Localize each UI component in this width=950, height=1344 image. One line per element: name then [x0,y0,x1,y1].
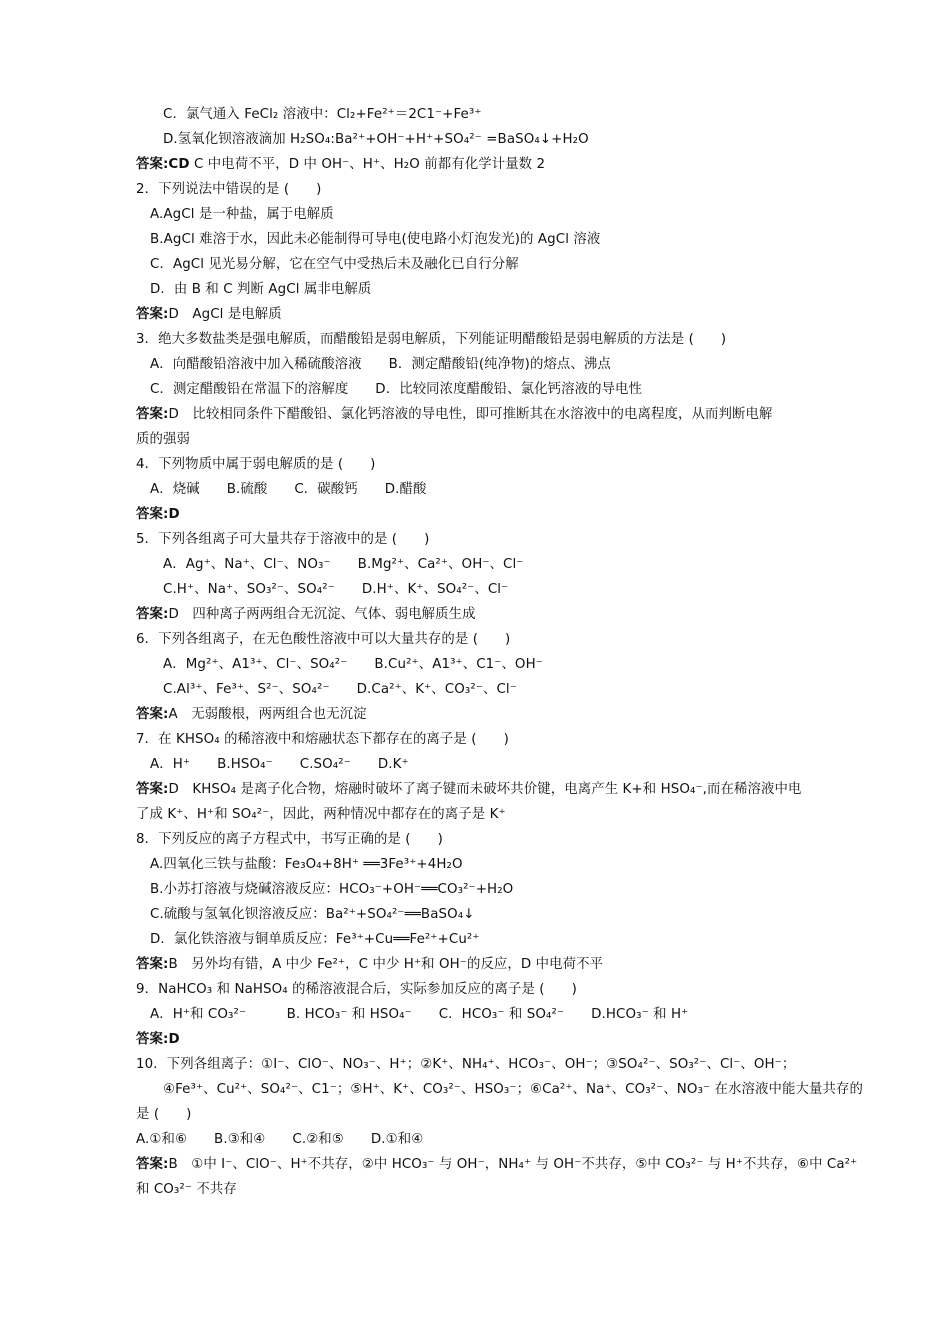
answer-text: A 无弱酸根，两两组合也无沉淀 [168,707,367,722]
q4-options: A．烧碱 B.硫酸 C．碳酸钙 D.醋酸 [150,482,427,497]
q9-answer [136,1030,180,1050]
answer-label: 答案:CD [136,157,190,172]
answer-text: D AgCl 是电解质 [168,307,282,322]
answer-label: 答案: [136,407,169,422]
q2-option-b: B.AgCl 难溶于水，因此未必能制得可导电(使电路小灯泡发光)的 AgCl 溶液 [150,232,601,247]
answer-text: D KHSO₄ 是离子化合物，熔融时破坏了离子键而未破坏共价键，电离产生 K+和 HSO₄⁻,而在稀溶液中电 [168,782,802,797]
answer-label: 答案: [136,782,169,797]
answer-label: 答案: [136,1032,169,1047]
answer-text: C 中电荷不平，D 中 OH⁻、H⁺、H₂O 前都有化学计量数 2 [193,157,546,172]
q5-options-cd: C.H⁺、Na⁺、SO₃²⁻、SO₄²⁻ D.H⁺、K⁺、SO₄²⁻、Cl⁻ [163,582,509,597]
answer-text: D 四种离子两两组合无沉淀、气体、弱电解质生成 [168,607,476,622]
q9-options: A．H⁺和 CO₃²⁻ B. HCO₃⁻ 和 HSO₄⁻ C．HCO₃⁻ 和 SO₄²⁻ D.HCO₃⁻ 和 H⁺ [150,1007,689,1022]
q3-stem: 3．绝大多数盐类是强电解质，而醋酸铅是弱电解质，下列能证明醋酸铅是弱电解质的方法是 ( ) [136,332,727,347]
q5-options-ab: A．Ag⁺、Na⁺、Cl⁻、NO₃⁻ B.Mg²⁺、Ca²⁺、OH⁻、Cl⁻ [163,557,524,572]
q8-option-d: D．氯化铁溶液与铜单质反应：Fe³⁺+Cu══Fe²⁺+Cu²⁺ [150,932,480,947]
q2-option-c: C．AgCl 见光易分解，它在空气中受热后未及融化已自行分解 [150,257,519,272]
q6-options-cd: C.Al³⁺、Fe³⁺、S²⁻、SO₄²⁻ D.Ca²⁺、K⁺、CO₃²⁻、Cl⁻ [163,682,517,697]
q10-answer [136,1155,857,1175]
q6-stem: 6．下列各组离子，在无色酸性溶液中可以大量共存的是 ( ) [136,632,511,647]
q10-answer-cont: 和 CO₃²⁻ 不共存 [136,1182,237,1197]
answer-label: 答案: [136,1157,169,1172]
answer-text: D [168,1032,180,1047]
answer-text: D 比较相同条件下醋酸铅、氯化钙溶液的导电性，即可推断其在水溶液中的电离程度，从而判断电解 [168,407,773,422]
q10-options: A.①和⑥ B.③和④ C.②和⑤ D.①和④ [136,1132,424,1147]
answer-label: 答案: [136,607,169,622]
q3-options-ab: A．向醋酸铅溶液中加入稀硫酸溶液 B．测定醋酸铅(纯净物)的熔点、沸点 [150,357,611,372]
q8-answer [136,955,603,975]
q6-options-ab: A．Mg²⁺、A1³⁺、Cl⁻、SO₄²⁻ B.Cu²⁺、A1³⁺、C1⁻、OH⁻ [163,657,543,672]
q3-answer-cont: 质的强弱 [136,432,190,447]
answer-text: B 另外均有错，A 中少 Fe²⁺，C 中少 H⁺和 OH⁻的反应，D 中电荷不平 [168,957,604,972]
q9-stem: 9．NaHCO₃ 和 NaHSO₄ 的稀溶液混合后，实际参加反应的离子是 ( ) [136,982,577,997]
q1-answer [136,155,545,175]
q4-stem: 4．下列物质中属于弱电解质的是 ( ) [136,457,376,472]
q7-answer-cont: 了成 K⁺、H⁺和 SO₄²⁻，因此，两种情况中都存在的离子是 K⁺ [136,807,506,822]
answer-label: 答案: [136,957,169,972]
q7-answer [136,780,801,800]
q10-stem-cont: ④Fe³⁺、Cu²⁺、SO₄²⁻、C1⁻；⑤H⁺、K⁺、CO₃²⁻、HSO₃⁻；⑥Ca²⁺、Na⁺、CO₃²⁻、NO₃⁻ 在水溶液中能大量共存的 [163,1082,863,1097]
q5-stem: 5．下列各组离子可大量共存于溶液中的是 ( ) [136,532,430,547]
answer-text: B ①中 I⁻、ClO⁻、H⁺不共存，②中 HCO₃⁻ 与 OH⁻，NH₄⁺ 与 OH⁻不共存，⑤中 CO₃²⁻ 与 H⁺不共存，⑥中 Ca²⁺ [168,1157,858,1172]
q2-option-d: D．由 B 和 C 判断 AgCl 属非电解质 [150,282,372,297]
answer-text: D [168,507,180,522]
q2-option-a: A.AgCl 是一种盐，属于电解质 [150,207,334,222]
q6-answer [136,705,367,725]
q3-answer [136,405,772,425]
q7-stem: 7．在 KHSO₄ 的稀溶液中和熔融状态下都存在的离子是 ( ) [136,732,509,747]
q2-answer [136,305,282,325]
answer-label: 答案: [136,507,169,522]
q2-stem: 2．下列说法中错误的是 ( ) [136,182,322,197]
answer-label: 答案: [136,307,169,322]
q10-stem-end: 是 ( ) [136,1107,192,1122]
q8-stem: 8．下列反应的离子方程式中，书写正确的是 ( ) [136,832,443,847]
q3-options-cd: C．测定醋酸铅在常温下的溶解度 D．比较同浓度醋酸铅、氯化钙溶液的导电性 [150,382,643,397]
q8-option-a: A.四氧化三铁与盐酸：Fe₃O₄+8H⁺ ══3Fe³⁺+4H₂O [150,857,463,872]
q7-options: A．H⁺ B.HSO₄⁻ C.SO₄²⁻ D.K⁺ [150,757,409,772]
q1-option-c: C．氯气通入 FeCl₂ 溶液中：Cl₂+Fe²⁺＝2C1⁻+Fe³⁺ [163,107,482,122]
answer-label: 答案: [136,707,169,722]
q10-stem: 10．下列各组离子：①I⁻、ClO⁻、NO₃⁻、H⁺；②K⁺、NH₄⁺、HCO₃⁻、OH⁻；③SO₄²⁻、SO₃²⁻、Cl⁻、OH⁻； [136,1057,796,1072]
q5-answer [136,605,476,625]
q8-option-b: B.小苏打溶液与烧碱溶液反应：HCO₃⁻+OH⁻══CO₃²⁻+H₂O [150,882,514,897]
q4-answer [136,505,180,525]
q1-option-d: D.氢氧化钡溶液滴加 H₂SO₄:Ba²⁺+OH⁻+H⁺+SO₄²⁻ =BaSO₄↓+H₂O [163,132,589,147]
q8-option-c: C.硫酸与氢氧化钡溶液反应：Ba²⁺+SO₄²⁻══BaSO₄↓ [150,907,475,922]
